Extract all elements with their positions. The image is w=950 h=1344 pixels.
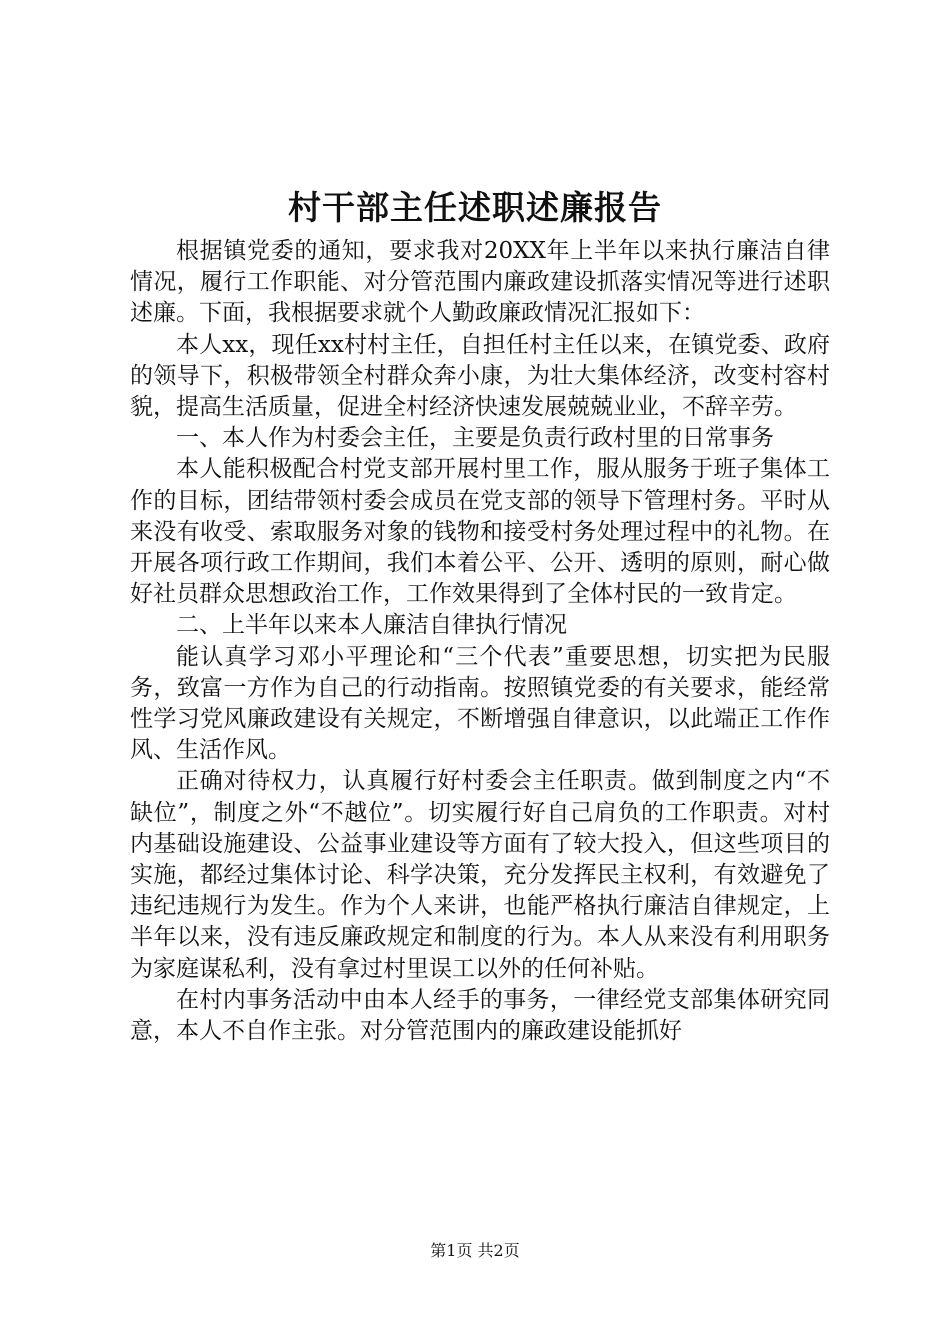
paragraph-self-introduction: 本人xx，现任xx村村主任，自担任村主任以来，在镇党委、政府的领导下，积极带领全村群众奔小康，为壮大集体经济，改变村容村貌，提高生活质量，促进全村经济快速发展兢兢业业，不辞辛劳。 bbox=[130, 331, 830, 421]
section-heading-1: 一、本人作为村委会主任，主要是负责行政村里的日常事务 bbox=[176, 425, 774, 452]
paragraph-duties: 本人能积极配合村党支部开展村里工作，服从服务于班子集体工作的目标，团结带领村委会成员在党支部的领导下管理村务。平时从来没有收受、索取服务对象的钱物和接受村务处理过程中的礼物。在开展各项行政工作期间，我们本着公平、公开、透明的原则，耐心做好社员群众思想政治工作，工作效果得到了全体村民的一致肯定。 bbox=[130, 456, 830, 608]
paragraph-affairs: 在村内事务活动中由本人经手的事务，一律经党支部集体研究同意，本人不自作主张。对分管范围内的廉政建设能抓好 bbox=[130, 986, 830, 1045]
paragraph-power: 正确对待权力，认真履行好村委会主任职责。做到制度之内“不缺位”，制度之外“不越位”。切实履行好自己肩负的工作职责。对村内基础设施建设、公益事业建设等方面有了较大投入，但这些项目的实施，都经过集体讨论、科学决策，充分发挥民主权利，有效避免了违纪违规行为发生。作为个人来讲，也能严格执行廉洁自律规定，上半年以来，没有违反廉政规定和制度的行为。本人从来没有利用职务为家庭谋私利，没有拿过村里误工以外的任何补贴。 bbox=[130, 768, 830, 982]
document-body bbox=[130, 236, 830, 1047]
section-heading-2: 二、上半年以来本人廉洁自律执行情况 bbox=[176, 612, 567, 639]
paragraph-study: 能认真学习邓小平理论和“三个代表”重要思想，切实把为民服务，致富一方作为自己的行动指南。按照镇党委的有关要求，能经常性学习党风廉政建设有关规定，不断增强自律意识，以此端正工作作风、生活作风。 bbox=[130, 643, 830, 764]
page-number: 第1页 共2页 bbox=[430, 1241, 520, 1260]
document-title: 村干部主任述职述廉报告 bbox=[288, 188, 662, 227]
paragraph-intro: 根据镇党委的通知，要求我对20XX年上半年以来执行廉洁自律情况，履行工作职能、对分管范围内廉政建设抓落实情况等进行述职述廉。下面，我根据要求就个人勤政廉政情况汇报如下： bbox=[130, 238, 830, 327]
